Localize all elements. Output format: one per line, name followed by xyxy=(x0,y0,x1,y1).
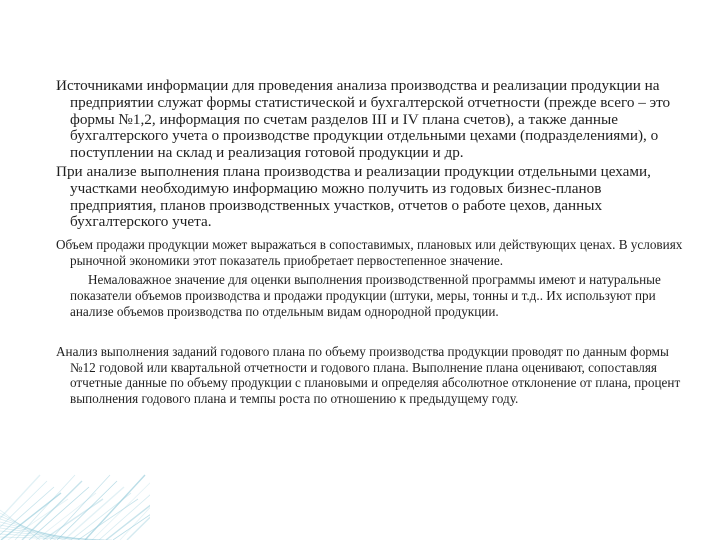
paragraph-information-sources: Источниками информации для проведения анализа производства и реализации продукции на предприятии служат формы статистической и бухгалтерской отчетности (прежде всего – это формы №1,2, информация по счетам разделов III и IV плана счетов), а также данные бухгалтерского учета о производстве продукции отдельными цехами (подразделениями), о поступлении на склад и реализация готовой продукции и др. xyxy=(56,77,671,162)
paragraph-annual-plan-analysis: Анализ выполнения заданий годового плана по объему производства продукции проводят по данным формы №12 годовой или квартальной отчетности и годового плана. Выполнение плана оценивают, сопоставляя отчетные данные по объему продукции с плановыми и определяя абсолютное отклонение от плана, процент выполнения годового плана и темпы роста по отношению к предыдущему году. xyxy=(56,344,681,406)
text-body xyxy=(52,78,686,407)
paragraph-sales-volume: Объем продажи продукции может выражаться в сопоставимых, плановых или действующих ценах. В условиях рыночной экономики этот показатель приобретает первостепенное значение. xyxy=(56,237,683,268)
corner-decoration xyxy=(0,440,150,540)
paragraph-plan-analysis: При анализе выполнения плана производства и реализации продукции отдельными цехами, участками необходимую информацию можно получить из годовых бизнес-планов предприятия, планов производственных участков, отчетов о работе цехов, данных бухгалтерского учета. xyxy=(56,162,651,231)
paragraph-natural-indicators: Немаловажное значение для оценки выполнения производственной программы имеют и натуральные показатели объемов производства и продажи продукции (штуки, меры, тонны и т.д.. Их используют при анализе объемов производства по отдельным видам однородной продукции. xyxy=(70,272,661,319)
